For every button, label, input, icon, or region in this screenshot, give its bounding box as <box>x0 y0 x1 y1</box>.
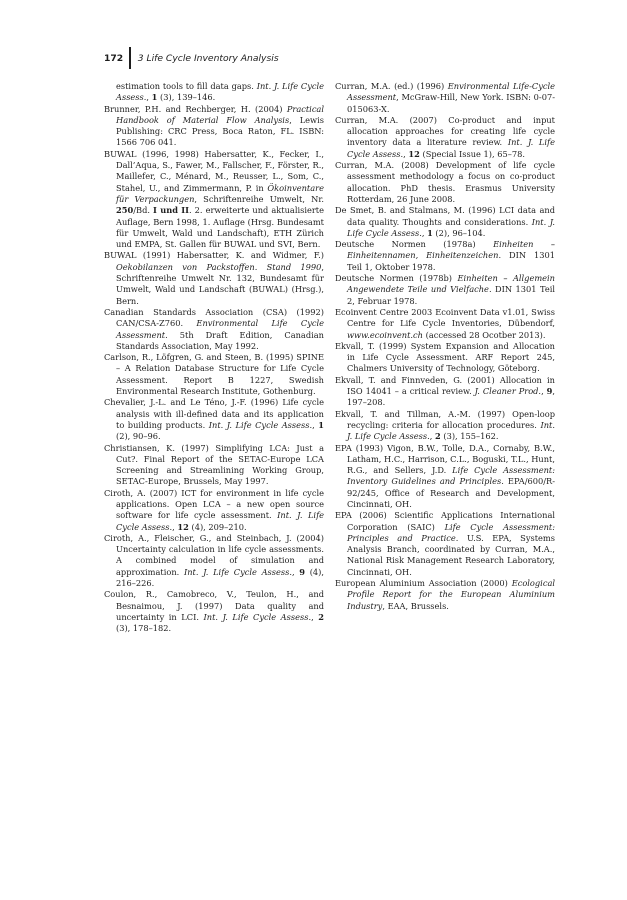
reference-entry: Coulon, R., Camobreco, V., Teulon, H., and Besnaimou, J. (1997) Data quality and uncertainty in LCI. Int. J. Life Cycle Assess., 2 (3), 178–182. <box>104 589 324 634</box>
reference-entry: Ekvall, T. and Finnveden, G. (2001) Allocation in ISO 14041 – a critical review. J. Cleaner Prod., 9, 197–208. <box>335 374 555 408</box>
reference-entry: Ecoinvent Centre 2003 Ecoinvent Data v1.01, Swiss Centre for Life Cycle Inventories, Dübendorf, www.ecoinvent.ch (accessed 28 Ocotber 2013). <box>335 306 555 340</box>
header-divider <box>129 47 131 69</box>
reference-entry: BUWAL (1996, 1998) Habersatter, K., Fecker, I., Dall’Aqua, S., Fawer, M., Fallscher, F., Förster, R., Maillefer, C., Ménard, M., Reusser, L., Som, C., Stahel, U., and Zimmermann, P. in Ökoinventare für Verpackungen, Schriftenreihe Umwelt, Nr. 250/Bd. I und II. 2. erweiterte und aktualisierte Auflage, Bern 1998, 1. Auflage (Hrsg. Bundesamt für Umwelt, Wald und Landschaft), ETH Zürich und EMPA, St. Gallen für BUWAL und SVI, Bern. <box>104 148 325 250</box>
left-reference-column <box>104 81 324 635</box>
reference-entry: De Smet, B. and Stalmans, M. (1996) LCI data and data quality. Thoughts and considerations. Int. J. Life Cycle Assess., 1 (2), 96–104. <box>335 205 556 238</box>
reference-entry: Deutsche Normen (1978a) Einheiten – Einheitennamen, Einheitenzeichen. DIN 1301 Teil 1, Oktober 1978. <box>335 239 555 272</box>
reference-entry: Ekvall, T. (1999) System Expansion and Allocation in Life Cycle Assessment. ARF Report 245, Chalmers University of Technology, Göteborg. <box>335 340 555 374</box>
reference-entry: Ciroth, A., Fleischer, G., and Steinbach, J. (2004) Uncertainty calculation in life cycle assessments. A combined model of simulation and approximation. Int. J. Life Cycle Assess., 9 (4), 216–226. <box>104 532 325 589</box>
reference-entry: Ekvall, T. and Tillman, A.-M. (1997) Open-loop recycling: criteria for allocation procedures. Int. J. Life Cycle Assess., 2 (3), 155–162. <box>335 408 555 442</box>
running-title: 3 Life Cycle Inventory Analysis <box>137 52 279 64</box>
right-reference-column <box>335 81 555 612</box>
reference-entry: Curran, M.A. (ed.) (1996) Environmental Life-Cycle Assessment, McGraw-Hill, New York. ISBN: 0-07-015063-X. <box>335 81 555 114</box>
page-header <box>104 47 279 69</box>
reference-entry: European Aluminium Association (2000) Ecological Profile Report for the European Aluminium Industry, EAA, Brussels. <box>335 578 555 611</box>
reference-entry: EPA (1993) Vigon, B.W., Tolle, D.A., Cornaby, B.W., Latham, H.C., Harrison, C.L., Boguski, T.L., Hunt, R.G., and Sellers, J.D. Life Cycle Assessment: Inventory Guidelines and Principles. EPA/600/R-92/245, Office of Research and Development, Cincinnati, OH. <box>335 442 555 509</box>
reference-entry: Curran, M.A. (2007) Co-product and input allocation approaches for creating life cycle inventory data a literature review. Int. J. Life Cycle Assess., 12 (Special Issue 1), 65–78. <box>335 114 555 159</box>
reference-entry: Deutsche Normen (1978b) Einheiten – Allgemein Angewendete Teile und Vielfache. DIN 1301 Teil 2, Februar 1978. <box>335 273 555 306</box>
reference-entry: EPA (2006) Scientific Applications International Corporation (SAIC) Life Cycle Assessment: Principles and Practice. U.S. EPA, Systems Analysis Branch, coordinated by Curran, M.A., National Risk Management Research Laboratory, Cincinnati, OH. <box>335 510 555 577</box>
reference-entry: Chevalier, J.-L. and Le Téno, J.-F. (1996) Life cycle analysis with ill-defined data and its application to building products. Int. J. Life Cycle Assess., 1 (2), 90–96. <box>104 397 324 442</box>
reference-entry: Canadian Standards Association (CSA) (1992) CAN/CSA-Z760. Environmental Life Cycle Assessment. 5th Draft Edition, Canadian Standards Association, May 1992. <box>104 306 325 351</box>
reference-entry: estimation tools to fill data gaps. Int. J. Life Cycle Assess., 1 (3), 139–146. <box>116 81 324 103</box>
reference-entry: Curran, M.A. (2008) Development of life cycle assessment methodology a focus on co-product allocation. PhD thesis. Erasmus University Rotterdam, 26 June 2008. <box>335 160 555 204</box>
reference-entry: Ciroth, A. (2007) ICT for environment in life cycle applications. Open LCA – a new open source software for life cycle assessment. Int. J. Life Cycle Assess., 12 (4), 209–210. <box>104 487 324 532</box>
reference-entry: Christiansen, K. (1997) Simplifying LCA: Just a Cut?. Final Report of the SETAC-Europe LCA Screening and Streamlining Working Group, SETAC-Europe, Brussels, May 1997. <box>104 442 324 487</box>
reference-entry: BUWAL (1991) Habersatter, K. and Widmer, F.) Oekobilanzen von Packstoffen. Stand 1990, Schriftenreihe Umwelt Nr. 132, Bundesamt für Umwelt, Wald und Landschaft (BUWAL) (Hrsg.), Bern. <box>104 250 324 306</box>
reference-entry: Brunner, P.H. and Rechberger, H. (2004) Practical Handbook of Material Flow Analysis, Lewis Publishing: CRC Press, Boca Raton, FL. ISBN: 1566 706 041. <box>104 103 324 148</box>
page-number: 172 <box>104 52 124 64</box>
reference-entry: Carlson, R., Löfgren, G. and Steen, B. (1995) SPINE – A Relation Database Structure for Life Cycle Assessment. Report B 1227, Swedish Environmental Research Institute, Gothenburg. <box>104 352 324 397</box>
